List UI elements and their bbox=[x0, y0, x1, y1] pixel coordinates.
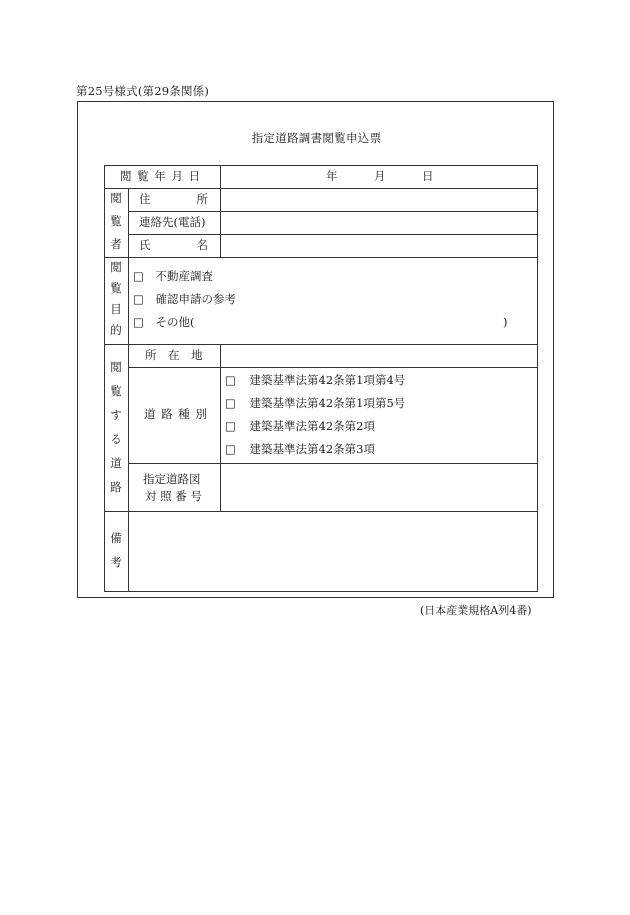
purpose-group-label bbox=[106, 262, 126, 346]
row-divider bbox=[104, 344, 538, 345]
group-char: す bbox=[110, 408, 122, 422]
group-char: 覧 bbox=[110, 384, 122, 398]
group-char: 目 bbox=[110, 302, 122, 316]
group-char: 閲 bbox=[110, 360, 122, 374]
date-month-label: 月 bbox=[374, 169, 386, 183]
group-char: 者 bbox=[110, 237, 122, 251]
purpose-option[interactable] bbox=[133, 294, 236, 306]
road-type-option[interactable] bbox=[225, 375, 405, 387]
paper-size-note: (日本産業規格A列4番) bbox=[420, 604, 532, 617]
remarks-group-label bbox=[106, 533, 126, 581]
form-number: 第25号様式(第29条関係) bbox=[76, 84, 210, 98]
checkbox-icon[interactable]: □ bbox=[225, 419, 236, 433]
column-divider bbox=[128, 344, 129, 511]
purpose-option[interactable] bbox=[133, 271, 213, 283]
road-type-option-label: 建築基準法第42条第3項 bbox=[249, 442, 375, 456]
column-divider bbox=[220, 188, 221, 257]
row-divider bbox=[104, 257, 538, 258]
road-type-option[interactable] bbox=[225, 398, 405, 410]
table-right-border bbox=[537, 165, 538, 592]
road-type-option-label: 建築基準法第42条第1項第4号 bbox=[249, 373, 406, 387]
checkbox-icon[interactable]: □ bbox=[225, 396, 236, 410]
checkbox-icon[interactable]: □ bbox=[225, 442, 236, 456]
location-label: 所 在 地 bbox=[145, 348, 203, 362]
checkbox-icon[interactable]: □ bbox=[225, 373, 236, 387]
address-label: 住 所 bbox=[139, 192, 208, 206]
column-divider bbox=[128, 257, 129, 344]
group-char: 的 bbox=[110, 323, 122, 337]
group-char: 覧 bbox=[110, 214, 122, 228]
road-type-option[interactable] bbox=[225, 421, 375, 433]
map-reference-number-label: 対 照 番 号 bbox=[145, 489, 202, 503]
table-top-border bbox=[104, 165, 538, 166]
table-left-border bbox=[104, 165, 105, 592]
contact-label: 連絡先(電話) bbox=[139, 215, 206, 229]
row-divider bbox=[128, 463, 538, 464]
date-day-label: 日 bbox=[422, 169, 434, 183]
road-group-label bbox=[106, 362, 126, 506]
checkbox-icon[interactable]: □ bbox=[133, 315, 144, 329]
checkbox-icon[interactable]: □ bbox=[133, 269, 144, 283]
row-divider bbox=[128, 234, 538, 235]
group-char: 路 bbox=[110, 480, 122, 494]
applicant-group-label bbox=[106, 193, 126, 262]
row-divider bbox=[128, 367, 538, 368]
name-label: 氏 名 bbox=[139, 238, 208, 252]
checkbox-icon[interactable]: □ bbox=[133, 292, 144, 306]
column-divider bbox=[220, 165, 221, 188]
column-divider bbox=[128, 511, 129, 592]
group-char: 閲 bbox=[110, 260, 122, 274]
group-char: 閲 bbox=[110, 191, 122, 205]
group-char: 考 bbox=[110, 555, 122, 569]
group-char: 覧 bbox=[110, 281, 122, 295]
road-type-option[interactable] bbox=[225, 444, 375, 456]
purpose-option[interactable] bbox=[133, 317, 195, 329]
group-char: 道 bbox=[110, 456, 122, 470]
road-type-option-label: 建築基準法第42条第1項第5号 bbox=[249, 396, 406, 410]
group-char: る bbox=[110, 432, 122, 446]
row-divider bbox=[104, 511, 538, 512]
map-reference-label: 指定道路図 bbox=[143, 472, 201, 486]
purpose-other-close-paren: ) bbox=[503, 315, 508, 329]
date-year-label: 年 bbox=[326, 169, 338, 183]
column-divider bbox=[128, 188, 129, 257]
document-title: 指定道路調書閲覧申込票 bbox=[251, 131, 382, 145]
table-bottom-border bbox=[104, 591, 538, 592]
purpose-option-label: その他( bbox=[155, 315, 195, 329]
purpose-option-label: 不動産調査 bbox=[155, 269, 214, 283]
row-divider bbox=[128, 211, 538, 212]
viewing-date-label: 閲 覧 年 月 日 bbox=[120, 169, 202, 183]
column-divider bbox=[220, 344, 221, 511]
road-type-option-label: 建築基準法第42条第2項 bbox=[249, 419, 375, 433]
group-char: 備 bbox=[110, 531, 122, 545]
row-divider bbox=[104, 188, 538, 189]
road-type-label: 道 路 種 別 bbox=[144, 407, 208, 421]
purpose-option-label: 確認申請の参考 bbox=[155, 292, 237, 306]
